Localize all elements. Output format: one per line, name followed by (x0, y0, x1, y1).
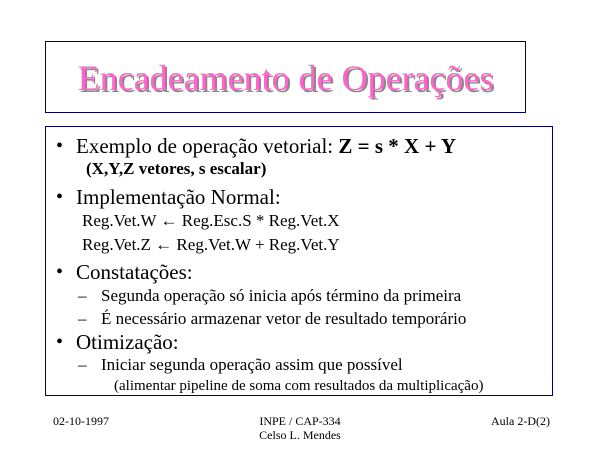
bullet-optimization: Otimização: (76, 330, 179, 354)
note-pipeline: (alimentar pipeline de soma com resultados da multiplicação) (114, 378, 484, 394)
dash-icon: – (78, 355, 87, 374)
bullet-icon: • (56, 261, 64, 283)
footer-date: 02-10-1997 (53, 414, 109, 428)
bullet-icon: • (56, 331, 64, 353)
footer-author: Celso L. Mendes (259, 428, 341, 442)
bullet-implementation: Implementação Normal: (76, 185, 281, 209)
footer-lesson: Aula 2-D(2) (491, 414, 550, 428)
code-line-2: Reg.Vet.Z ← Reg.Vet.W + Reg.Vet.Y (82, 235, 340, 254)
content-box (45, 126, 553, 396)
title-box (45, 41, 526, 113)
sub-observation-2: É necessário armazenar vetor de resultado temporário (101, 309, 467, 328)
bullet-observations: Constatações: (76, 260, 193, 284)
dash-icon: – (78, 286, 87, 305)
sub-observation-1: Segunda operação só inicia após término da primeira (101, 286, 462, 305)
footer-org: INPE / CAP-334 (259, 414, 341, 428)
dash-icon: – (78, 309, 87, 328)
bullet-icon: • (56, 186, 64, 208)
slide-title: Encadeamento de Operações (77, 58, 494, 98)
bullet-example-text: Exemplo de operação vetorial: (76, 134, 339, 158)
note-vectors: (X,Y,Z vetores, s escalar) (86, 159, 267, 178)
bullet-example (76, 134, 456, 158)
code-line-1: Reg.Vet.W ← Reg.Esc.S * Reg.Vet.X (82, 211, 340, 230)
bullet-icon: • (56, 135, 64, 157)
formula: Z = s * X + Y (338, 134, 457, 158)
sub-optimization: Iniciar segunda operação assim que possível (101, 355, 403, 374)
